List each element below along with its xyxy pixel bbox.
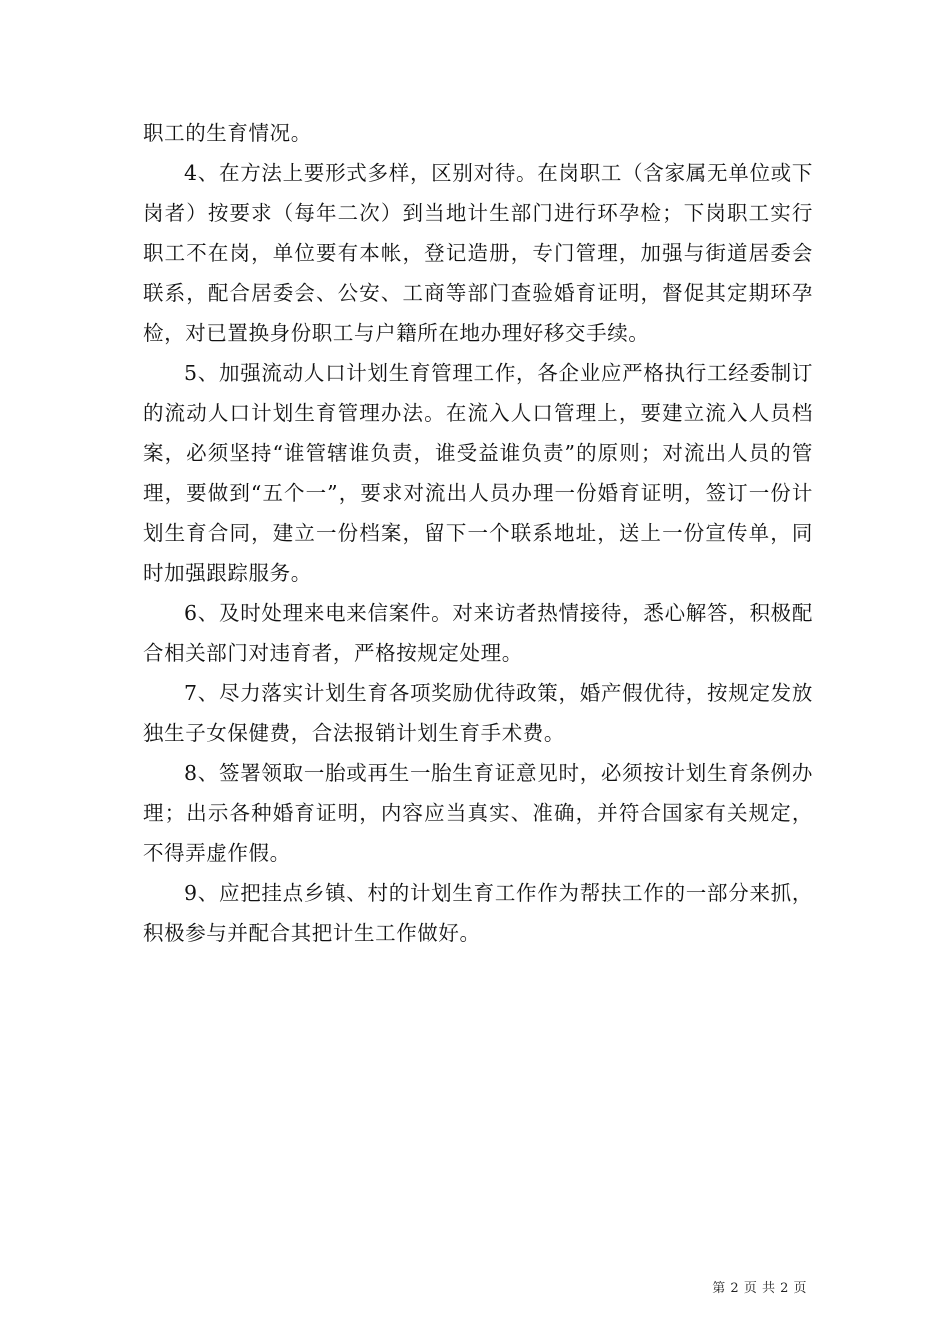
paragraph-continuation: 职工的生育情况。 bbox=[143, 121, 312, 145]
page-number-footer: 第 2 页 共 2 页 bbox=[712, 1281, 807, 1296]
paragraph-item-5: 5、加强流动人口计划生育管理工作，各企业应严格执行工经委制订的流动人口计划生育管理办法。在流入人口管理上，要建立流入人员档案，必须坚持“谁管辖谁负责，谁受益谁负责”的原则；对流出人员的管理，要做到“五个一”，要求对流出人员办理一份婚育证明，签订一份计划生育合同，建立一份档案，留下一个联系地址，送上一份宣传单，同时加强跟踪服务。 bbox=[143, 361, 813, 585]
paragraph-item-4: 4、在方法上要形式多样，区别对待。在岗职工（含家属无单位或下岗者）按要求（每年二次）到当地计生部门进行环孕检；下岗职工实行职工不在岗，单位要有本帐，登记造册，专门管理，加强与街道居委会联系，配合居委会、公安、工商等部门查验婚育证明，督促其定期环孕检，对已置换身份职工与户籍所在地办理好移交手续。 bbox=[143, 161, 813, 345]
paragraph-item-6: 6、及时处理来电来信案件。对来访者热情接待，悉心解答，积极配合相关部门对违育者，严格按规定处理。 bbox=[143, 601, 813, 665]
document-body bbox=[143, 113, 813, 953]
paragraph-item-7: 7、尽力落实计划生育各项奖励优待政策，婚产假优待，按规定发放独生子女保健费，合法报销计划生育手术费。 bbox=[143, 681, 813, 745]
paragraph-item-8: 8、签署领取一胎或再生一胎生育证意见时，必须按计划生育条例办理；出示各种婚育证明，内容应当真实、准确，并符合国家有关规定，不得弄虚作假。 bbox=[143, 761, 813, 865]
paragraph-item-9: 9、应把挂点乡镇、村的计划生育工作作为帮扶工作的一部分来抓，积极参与并配合其把计生工作做好。 bbox=[143, 881, 813, 945]
